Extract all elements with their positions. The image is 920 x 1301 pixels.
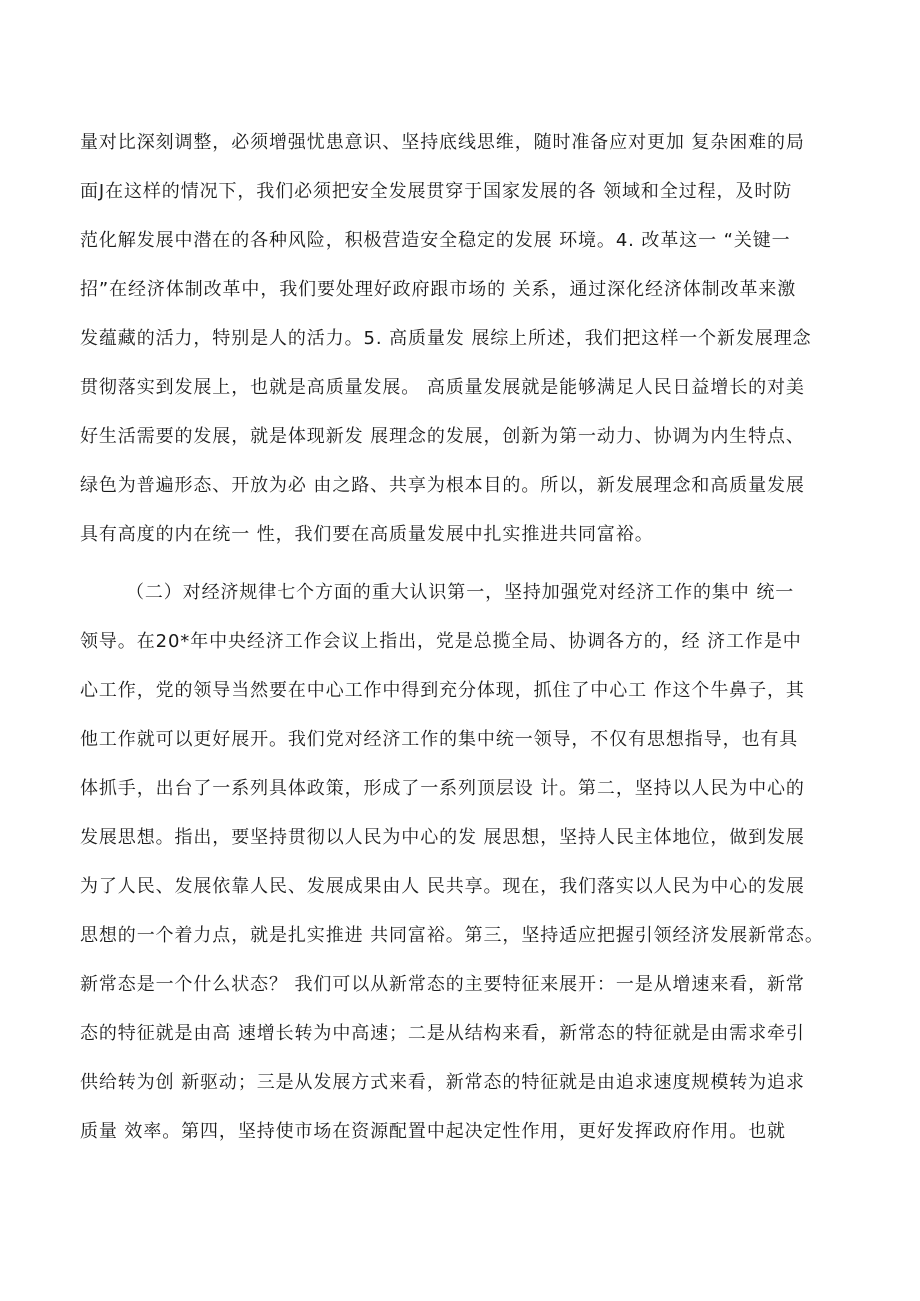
text-line: 招”在经济体制改革中，我们要处理好政府跟市场的 关系，通过深化经济体制改革来激 bbox=[80, 279, 797, 300]
text-line: 发蕴藏的活力，特别是人的活力。5. 高质量发 展综上所述，我们把这样一个新发展理念 bbox=[80, 328, 812, 349]
text-line: 量对比深刻调整，必须增强忧患意识、坚持底线思维，随时准备应对更加 复杂困难的局 bbox=[80, 132, 805, 153]
text-line: 他工作就可以更好展开。我们党对经济工作的集中统一领导，不仅有思想指导，也有具 bbox=[80, 729, 799, 750]
text-line: （二）对经济规律七个方面的重大认识第一，坚持加强党对经济工作的集中 统一 bbox=[126, 582, 795, 603]
text-line: 领导。在20*年中央经济工作会议上指出，党是总揽全局、协调各方的，经 济工作是中 bbox=[80, 631, 802, 652]
text-line: 具有高度的内在统一 性，我们要在高质量发展中扎实推进共同富裕。 bbox=[80, 524, 654, 545]
text-line: 态的特征就是由高 速增长转为中高速；二是从结构来看，新常态的特征就是由需求牵引 bbox=[80, 1023, 805, 1044]
text-line: 新常态是一个什么状态？ 我们可以从新常态的主要特征来展开：一是从增速来看，新常 bbox=[80, 974, 805, 995]
text-line: 为了人民、发展依靠人民、发展成果由人 民共享。现在，我们落实以人民为中心的发展 bbox=[80, 876, 805, 897]
text-line: 心工作，党的领导当然要在中心工作中得到充分体现，抓住了中心工 作这个牛鼻子，其 bbox=[80, 680, 805, 701]
text-line: 范化解发展中潜在的各种风险，积极营造安全稳定的发展 环境。4. 改革这一 “关键一 bbox=[80, 230, 791, 251]
text-line: 面J在这样的情况下，我们必须把安全发展贯穿于国家发展的各 领域和全过程，及时防 bbox=[80, 181, 793, 202]
text-line: 好生活需要的发展，就是体现新发 展理念的发展，创新为第一动力、协调为内生特点、 bbox=[80, 426, 805, 447]
text-line: 体抓手，出台了一系列具体政策，形成了一系列顶层设 计。第二，坚持以人民为中心的 bbox=[80, 778, 805, 799]
text-line: 供给转为创 新驱动；三是从发展方式来看，新常态的特征就是由追求速度规模转为追求 bbox=[80, 1072, 805, 1093]
text-line: 思想的一个着力点，就是扎实推进 共同富裕。第三，坚持适应把握引领经济发展新常态。 bbox=[80, 925, 824, 946]
text-line: 贯彻落实到发展上，也就是高质量发展。 高质量发展就是能够满足人民日益增长的对美 bbox=[80, 377, 805, 398]
text-line: 绿色为普遍形态、开放为必 由之路、共享为根本目的。所以，新发展理念和高质量发展 bbox=[80, 475, 805, 496]
text-line: 质量 效率。第四，坚持使市场在资源配置中起决定性作用，更好发挥政府作用。也就 bbox=[80, 1121, 786, 1142]
text-line: 发展思想。指出，要坚持贯彻以人民为中心的发 展思想，坚持人民主体地位，做到发展 bbox=[80, 827, 805, 848]
